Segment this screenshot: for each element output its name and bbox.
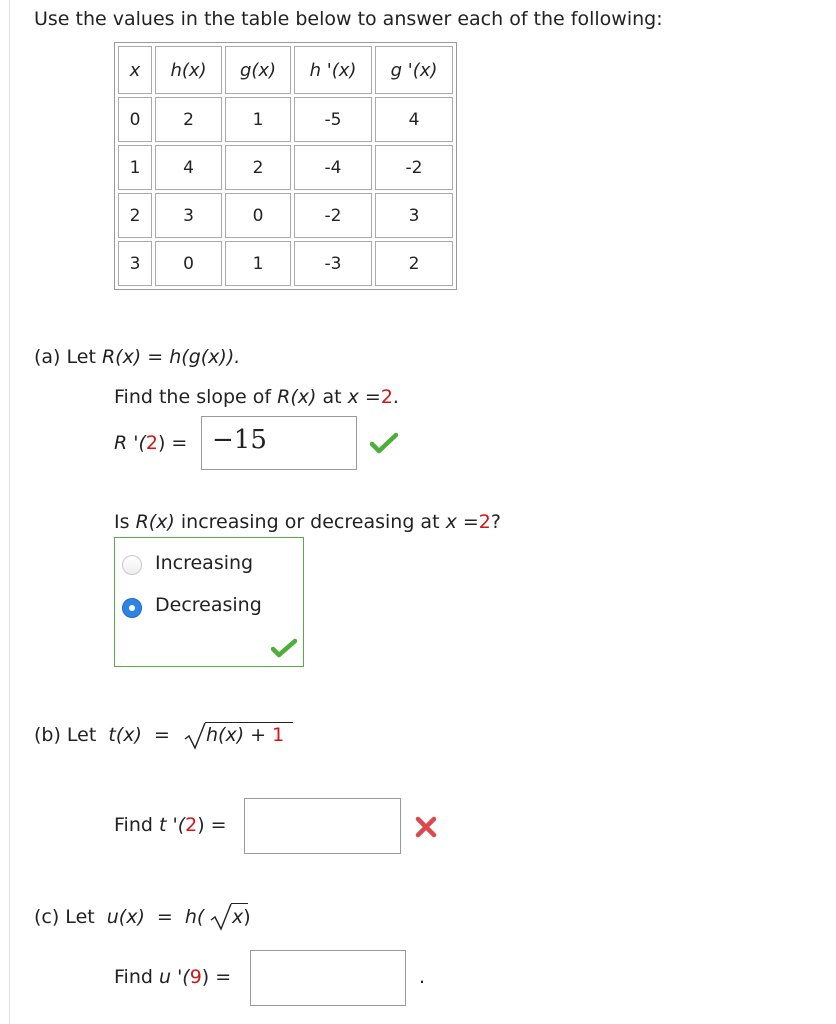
table-row <box>118 97 453 142</box>
table-cell: 4 <box>375 97 453 142</box>
correct-check-icon <box>370 432 398 454</box>
table-header-cell: x <box>118 46 152 94</box>
table-cell: -5 <box>294 97 372 142</box>
part-b-label: (b) Let <box>34 724 97 746</box>
table-cell: 0 <box>155 241 222 286</box>
question-end: ? <box>490 511 501 533</box>
part-a-question <box>114 511 501 533</box>
part-a-answer-label <box>114 432 187 454</box>
find-slope-value: 2 <box>380 386 393 408</box>
question-eq: = <box>462 511 479 533</box>
part-c-find-label <box>114 966 231 988</box>
option-increasing-label[interactable]: Increasing <box>155 552 254 574</box>
part-c-find-point: 9 <box>189 966 202 988</box>
table-row <box>118 193 453 238</box>
part-c-radicand-group <box>232 906 251 928</box>
trailing-period: . <box>419 966 426 988</box>
table-cell: -4 <box>294 145 372 190</box>
part-c-equals: = <box>156 906 173 928</box>
part-b-func-lhs: t(x) <box>108 724 142 746</box>
question-prefix: Is <box>114 511 130 533</box>
part-b-radicand-func: h(x) <box>206 724 245 746</box>
part-c-func-lhs: u(x) <box>106 906 145 928</box>
find-slope-at: at <box>322 386 342 408</box>
part-b-find-prefix: Find <box>114 814 153 836</box>
table-cell: 1 <box>225 241 291 286</box>
part-b-equals: = <box>153 724 170 746</box>
increasing-decreasing-options <box>114 537 304 667</box>
part-b-find-point: 2 <box>185 814 198 836</box>
find-slope-prefix: Find the slope of <box>114 386 272 408</box>
part-a-definition <box>34 346 240 368</box>
answer-b-input[interactable] <box>244 798 401 854</box>
table-cell: 3 <box>375 193 453 238</box>
part-c-label: (c) Let <box>34 906 95 928</box>
table-cell: 3 <box>118 241 152 286</box>
option-decreasing-label[interactable]: Decreasing <box>155 594 262 616</box>
table-row <box>118 145 453 190</box>
intro-text: Use the values in the table below to answer each of the following: <box>34 8 663 30</box>
table-cell: 2 <box>155 97 222 142</box>
table-cell: 2 <box>225 145 291 190</box>
table-cell: 4 <box>155 145 222 190</box>
square-root-bar <box>231 903 248 904</box>
table-cell: 1 <box>225 97 291 142</box>
table-header-row <box>118 46 453 94</box>
table-header-cell: h(x) <box>155 46 222 94</box>
find-slope-var: x <box>347 386 359 408</box>
table-header-cell: g(x) <box>225 46 291 94</box>
part-b-radicand <box>206 724 284 746</box>
table-cell: 3 <box>155 193 222 238</box>
table-header-cell: h '(x) <box>294 46 372 94</box>
table-cell: -3 <box>294 241 372 286</box>
table-cell: -2 <box>294 193 372 238</box>
part-b-find-label <box>114 814 227 836</box>
part-b-constant: 1 <box>272 724 285 746</box>
part-a-find-slope <box>114 386 399 408</box>
part-c-func-close: ) <box>243 906 251 928</box>
values-table <box>114 42 457 290</box>
square-root-sign <box>183 722 207 750</box>
part-a-equals: = <box>147 346 164 368</box>
question-value: 2 <box>478 511 491 533</box>
table-cell: 1 <box>118 145 152 190</box>
part-c-func-open: h( <box>184 906 205 928</box>
table-cell: 2 <box>375 241 453 286</box>
answer-a-point: 2 <box>145 432 158 454</box>
part-b-find-func: t '( <box>158 814 186 836</box>
radio-decreasing[interactable] <box>122 598 142 618</box>
find-slope-eq: = <box>364 386 381 408</box>
left-margin-rule <box>9 0 10 1024</box>
question-mid: increasing or decreasing at <box>180 511 440 533</box>
find-slope-end: . <box>392 386 399 408</box>
answer-a-value: −15 <box>212 425 267 455</box>
radio-increasing[interactable] <box>122 555 142 575</box>
question-func: R(x) <box>135 511 175 533</box>
part-c-definition <box>34 906 204 928</box>
part-b-find-suffix: ) = <box>197 814 227 836</box>
square-root-sign <box>209 903 233 931</box>
correct-check-icon <box>271 638 297 658</box>
table-cell: 0 <box>225 193 291 238</box>
part-b-plus: + <box>250 724 267 746</box>
answer-a-prefix: R '( <box>114 432 146 454</box>
incorrect-x-icon <box>414 815 438 839</box>
part-c-find-suffix: ) = <box>201 966 232 988</box>
part-c-radicand: x <box>232 906 244 928</box>
find-slope-func: R(x) <box>277 386 317 408</box>
part-a-label: (a) Let <box>34 346 96 368</box>
part-c-find-prefix: Find <box>114 966 153 988</box>
table-cell: 2 <box>118 193 152 238</box>
answer-a-suffix: ) = <box>157 432 188 454</box>
answer-c-input[interactable] <box>250 950 406 1006</box>
part-c-find-func: u '( <box>158 966 190 988</box>
table-cell: -2 <box>375 145 453 190</box>
table-row <box>118 241 453 286</box>
question-var: x <box>445 511 457 533</box>
table-cell: 0 <box>118 97 152 142</box>
part-a-func-lhs: R(x) <box>101 346 142 368</box>
part-b-definition <box>34 724 170 746</box>
table-header-cell: g '(x) <box>375 46 453 94</box>
part-a-func-rhs: h(g(x)). <box>169 346 241 368</box>
